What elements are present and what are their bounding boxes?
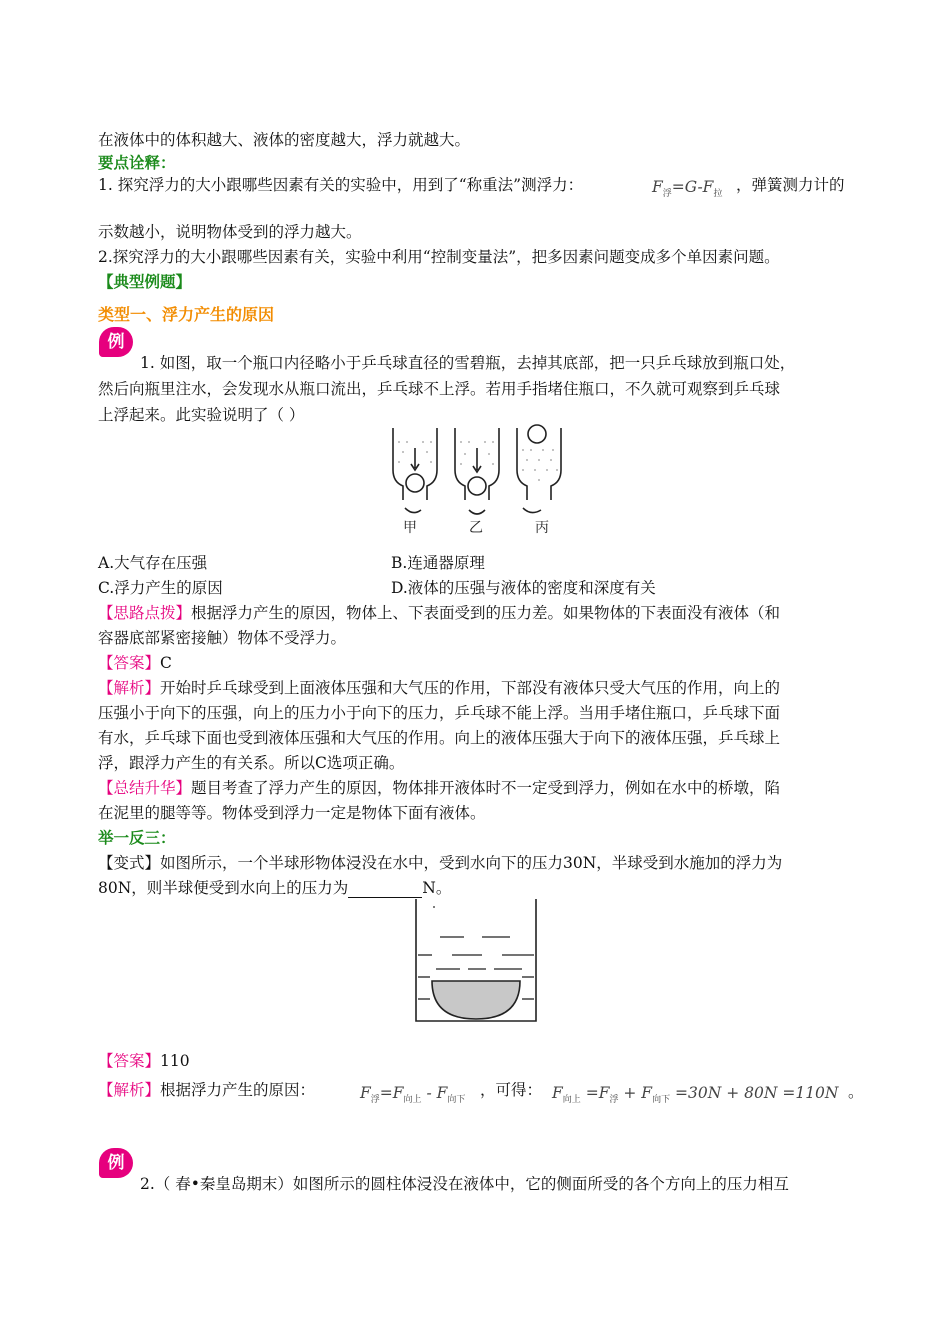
text-line: ，弹簧测力计的 <box>736 176 845 194</box>
example-badge: 例 <box>99 327 133 357</box>
answer-line: 【答案】C <box>98 654 172 672</box>
text-line: 1. 探究浮力的大小跟哪些因素有关的实验中，用到了“称重法”测浮力： <box>98 176 584 194</box>
text-fragment: ，可得： <box>480 1081 543 1099</box>
analysis-line: 有水，乒乓球下面也受到液体压强和大气压的作用。向上的液体压强大于向下的液体压强，乒乓球上 <box>98 729 781 747</box>
bottles-figure <box>385 420 565 540</box>
hint-line: 容器底部紧密接触）物体不受浮力。 <box>98 629 347 647</box>
option-c: C.浮力产生的原因 <box>98 579 223 597</box>
variant-analysis-label: 【解析】根据浮力产生的原因： <box>98 1081 316 1099</box>
variant-answer-line: 【答案】110 <box>98 1052 190 1070</box>
fig-label-jia: 甲 <box>403 520 417 536</box>
variant-line: 【变式】如图所示，一个半球形物体浸没在水中，受到水向下的压力30N，半球受到水施加的浮力为 <box>98 854 783 872</box>
question-line: 2.（ 春•秦皇岛期末）如图所示的圆柱体浸没在液体中，它的侧面所受的各个方向上的压力相互 <box>140 1175 789 1193</box>
text-line: 示数越小，说明物体受到的浮力越大。 <box>98 223 362 241</box>
hint-line: 【思路点拨】根据浮力产生的原因，物体上、下表面受到的压力差。如果物体的下表面没有液体（和 <box>98 604 781 622</box>
text-line: 2.探究浮力的大小跟哪些因素有关，实验中利用“控制变量法”，把多因素问题变成多个单因素问题。 <box>98 248 780 266</box>
water-dots <box>398 441 558 481</box>
formula-buoyancy-weighing: $F_浮=G-F_拉$ <box>652 178 723 200</box>
fig-label-yi: 乙 <box>469 520 483 536</box>
option-b: B.连通器原理 <box>391 554 485 572</box>
question-line: 上浮起来。此实验说明了（ ） <box>98 406 305 424</box>
summary-line: 在泥里的腿等等。物体受到浮力一定是物体下面有液体。 <box>98 804 486 822</box>
type1-title: 类型一、浮力产生的原因 <box>98 305 275 324</box>
option-d: D.液体的压强与液体的密度和深度有关 <box>391 579 656 597</box>
analysis-line: 【解析】开始时乒乓球受到上面液体压强和大气压的作用，下部没有液体只受大气压的作用，向上的 <box>98 679 781 697</box>
formula-upward-force: $F_{向上} =F_浮 + F_{向下} =30N + 80N =110N$ <box>552 1084 839 1106</box>
option-a: A.大气存在压强 <box>98 554 208 572</box>
key-points-title: 要点诠释： <box>98 154 176 172</box>
example-badge: 例 <box>99 1148 133 1178</box>
analysis-line: 压强小于向下的压强，向上的压力小于向下的压力，乒乓球不能上浮。当用手堵住瓶口，乒乓球下面 <box>98 704 781 722</box>
formula-buoyancy-difference: $F_浮=F_{向上} - F_{向下}$ <box>360 1084 466 1106</box>
text-fragment: 。 <box>848 1083 864 1101</box>
typical-examples-title: 【典型例题】 <box>98 273 192 291</box>
summary-line: 【总结升华】题目考查了浮力产生的原因，物体排开液体时不一定受到浮力，例如在水中的桥墩，陷 <box>98 779 781 797</box>
hemisphere-figure <box>412 895 540 1025</box>
variant-section-title: 举一反三： <box>98 829 176 847</box>
analysis-line: 浮，跟浮力产生的有关系。所以C选项正确。 <box>98 754 405 772</box>
text-line: 在液体中的体积越大、液体的密度越大，浮力就越大。 <box>98 131 471 149</box>
fig-label-bing: 丙 <box>535 520 549 536</box>
variant-line: 80N，则半球便受到水向上的压力为 N。 <box>98 879 452 897</box>
question-line: 1. 如图，取一个瓶口内径略小于乒乓球直径的雪碧瓶，去掉其底部，把一只乒乓球放到瓶口处， <box>140 354 796 372</box>
question-line: 然后向瓶里注水，会发现水从瓶口流出，乒乓球不上浮。若用手指堵住瓶口，不久就可观察到乒乓球 <box>98 380 781 398</box>
